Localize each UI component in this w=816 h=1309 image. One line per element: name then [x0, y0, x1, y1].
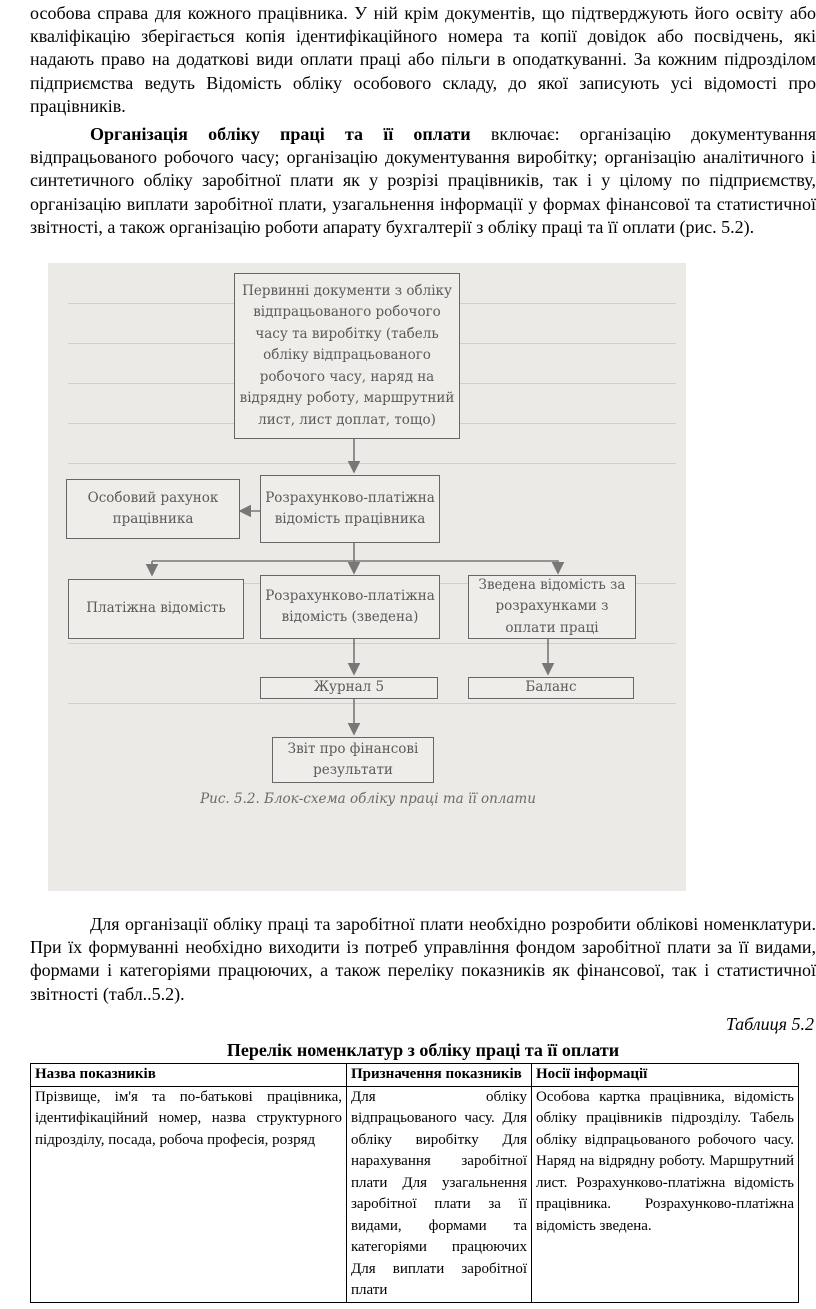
figure-caption: Рис. 5.2. Блок-схема обліку праці та її оплати: [200, 791, 536, 807]
box-summary-statement: Зведена відомість за розрахунками з оплати праці: [468, 575, 636, 639]
box-payment-sheet: Платіжна відомість: [68, 579, 244, 639]
cell-indicator-name: Прізвище, ім'я та по-батькові працівника, ідентифікаційний номер, назва структурного підрозділу, посада, робоча професія, розряд: [31, 1086, 347, 1302]
flowchart-figure: [48, 263, 686, 891]
table-header-row: [31, 1064, 799, 1087]
table-row: [31, 1086, 799, 1302]
organization-paragraph: [30, 123, 816, 239]
box-personal-account: Особовий рахунок працівника: [66, 479, 240, 539]
box-settlement-sheet: Розрахунково-платіжна відомість працівника: [260, 475, 440, 543]
table-title: Перелік номенклатур з обліку праці та її оплати: [226, 1040, 620, 1060]
box-settlement-summary: Розрахунково-платіжна відомість (зведена): [260, 575, 440, 639]
cell-indicator-purpose: Для обліку відпрацьованого часу. Для обліку виробітку Для нарахування заробітної плати Для узагальнення заробітної плати за її видами, формами та категоріями працюючих Для виплати заробітної плати: [347, 1086, 532, 1302]
organization-paragraph-body: включає: організацію документування відпрацьованого робочого часу; організацію документування виробітку; організацію аналітичного і синтетичного обліку заробітної плати як у розрізі працівників, так і у цілому по підприємству, організацію виплати заробітної плати, узагальнення інформації у формах фінансової та статистичної звітності, а також організацію роботи апарату бухгалтерії з обліку праці та її оплати (рис. 5.2).: [30, 124, 816, 237]
nomenclature-table: [30, 1063, 799, 1303]
box-journal-5: Журнал 5: [260, 677, 438, 699]
header-information-carriers: Носії інформації: [532, 1064, 799, 1087]
header-indicator-name: Назва показників: [31, 1064, 347, 1087]
organization-paragraph-lead: Організація обліку праці та її оплати: [90, 124, 471, 144]
box-balance: Баланс: [468, 677, 634, 699]
table-number: Таблиця 5.2: [725, 1014, 814, 1034]
box-primary-documents: Первинні документи з обліку відпрацьованого робочого часу та виробітку (табель обліку відпрацьованого робочого часу, наряд на відрядну роботу, маршрутний лист, лист доплат, тощо): [234, 273, 460, 439]
box-financial-report: Звіт про фінансові результати: [272, 737, 434, 783]
cell-information-carriers: Особова картка працівника, відомість обліку працівників підрозділу. Табель обліку відпрацьованого робочого часу. Наряд на відрядну роботу. Маршрутний лист. Розрахунково-платіжна відомість працівника. Розрахунково-платіжна відомість зведена.: [532, 1086, 799, 1302]
header-indicator-purpose: Призначення показників: [347, 1064, 532, 1087]
nomenclature-paragraph: Для організації обліку праці та заробітної плати необхідно розробити облікові номенклатури. При їх формуванні необхідно виходити із потреб управління фондом заробітної плати за її видами, формами і категоріями працюючих, а також переліку показників як фінансової, так і статистичної звітності (табл..5.2).: [30, 914, 816, 1004]
intro-paragraph: особова справа для кожного працівника. У ній крім документів, що підтверджують його освіту або кваліфікацію зберігається копія ідентифікаційного номера та копії довідок або посвідчень, які надають право на додаткові види оплати праці або пільги в оподаткуванні. За кожним підрозділом підприємства ведуть Відомість обліку особового складу, до якої записують усі відомості про працівників.: [30, 3, 816, 116]
